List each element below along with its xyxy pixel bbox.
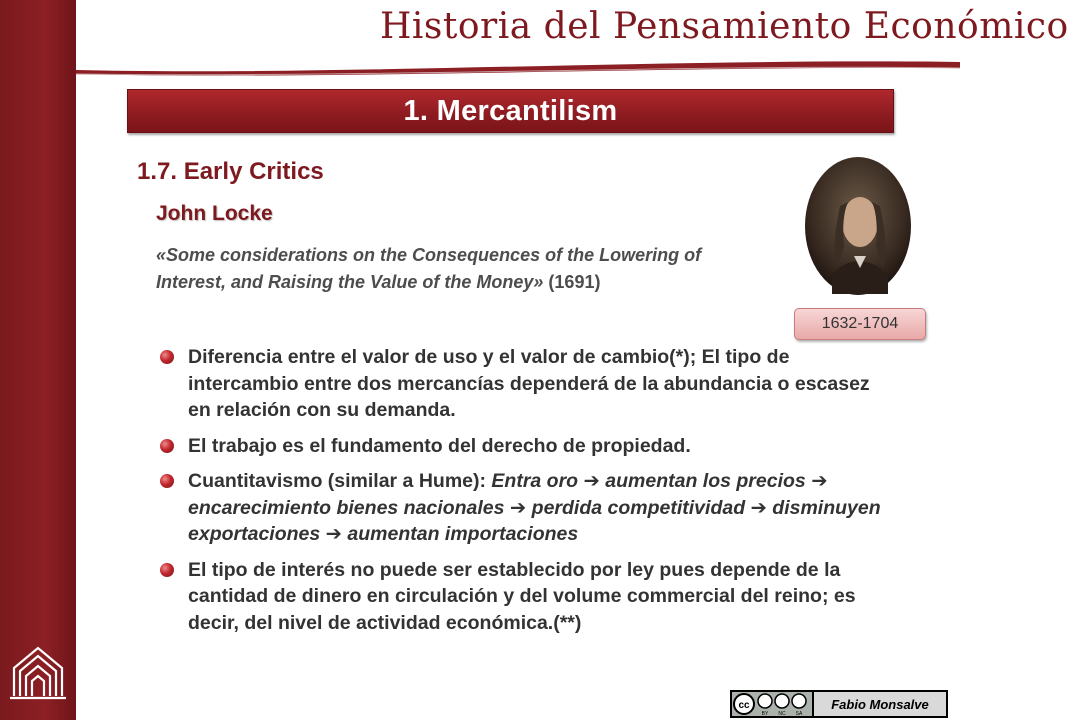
nc-icon [775, 694, 789, 708]
bullet-lead: Cuantitavismo (similar a Hume): [188, 470, 492, 492]
bullet-text: Diferencia entre el valor de uso y el valor de cambio(*); El tipo de intercambio entre dos mercancías dependerá de la abundancia o escasez en relación con su demanda. [188, 346, 870, 421]
list-item [160, 433, 890, 460]
bullet-icon [160, 474, 174, 488]
work-year: (1691) [548, 272, 601, 292]
left-sidebar [0, 0, 76, 720]
work-citation [156, 242, 776, 296]
years-badge: 1632-1704 [794, 308, 926, 340]
nc-label: NC [778, 711, 786, 717]
creative-commons-license [730, 690, 948, 718]
chain-step: aumentan importaciones [347, 523, 579, 545]
header-swoosh [76, 56, 960, 78]
bullet-text: El trabajo es el fundamento del derecho de propiedad. [188, 434, 691, 457]
title-banner [127, 89, 894, 133]
list-item [160, 468, 890, 548]
section-subtitle: 1.7. Early Critics [137, 158, 324, 185]
sa-label: SA [795, 711, 803, 717]
chain-step: perdida competitividad [531, 496, 746, 519]
arrow-right-icon: ➔ [583, 470, 600, 492]
john-locke-portrait [804, 156, 912, 296]
list-item [160, 344, 890, 424]
arrow-right-icon: ➔ [811, 470, 828, 492]
list-item [160, 557, 890, 637]
chain-step: aumentan los precios [605, 470, 806, 492]
chain-step: disminuyen exportaciones [188, 496, 881, 545]
bullet-icon [160, 439, 174, 453]
bullet-text: El tipo de interés no puede ser establecido por ley pues depende de la cantidad de dinero en circulación y del volume commercial del reino; es decir, del nivel de actividad económica.(**) [188, 558, 856, 634]
arrow-right-icon: ➔ [325, 523, 342, 545]
bullet-icon [160, 563, 174, 577]
banner-title: 1. Mercantilism [403, 94, 618, 127]
bullet-list [160, 344, 890, 645]
chain-step: encarecimiento bienes nacionales [188, 496, 505, 519]
license-author: Fabio Monsalve [831, 697, 929, 712]
cc-label: cc [738, 700, 750, 711]
arrow-right-icon: ➔ [509, 496, 527, 519]
bullet-icon [160, 350, 174, 364]
by-label: BY [761, 711, 769, 717]
arrow-right-icon: ➔ [750, 496, 767, 519]
work-title: «Some considerations on the Consequences of the Lowering of Interest, and Raising the Value of the Money» [156, 245, 702, 292]
sa-icon [792, 694, 806, 708]
by-icon [758, 694, 772, 708]
university-logo-icon [6, 640, 70, 704]
course-title: Historia del Pensamiento Económico [380, 6, 1069, 47]
chain-step: Entra oro [491, 470, 579, 492]
author-name: John Locke [156, 202, 273, 225]
